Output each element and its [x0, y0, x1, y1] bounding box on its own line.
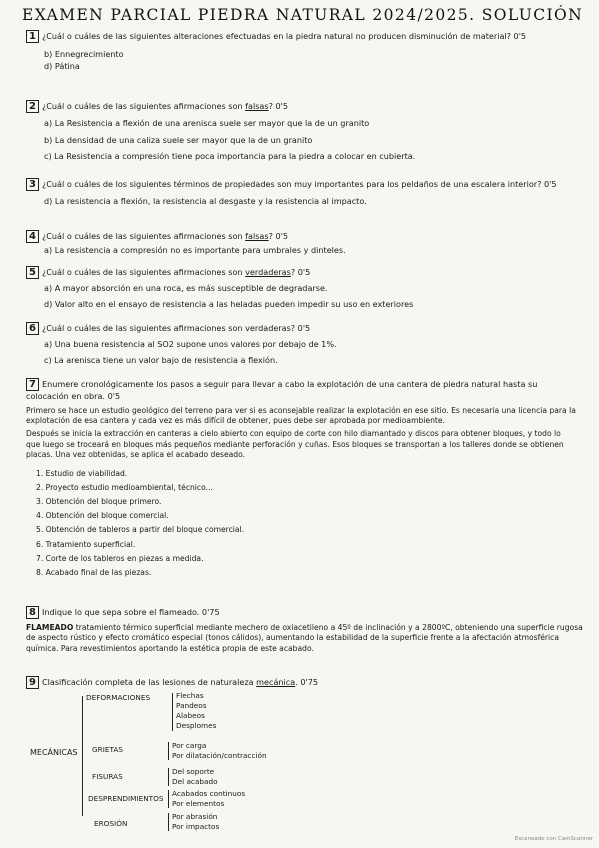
step-item: 8. Acabado final de las piezas. — [36, 568, 152, 578]
question-text: ¿Cuál o cuáles de los siguientes términos de propiedades son muy importantes para los peldaños de una escalera interior? 0'5 — [41, 179, 557, 189]
question-2 — [26, 100, 415, 163]
group-item: Por elementos — [172, 799, 225, 808]
group-label: DESPRENDIMIENTOS — [88, 794, 164, 803]
group-brace — [168, 813, 169, 831]
step-item: 3. Obtención del bloque primero. — [36, 497, 162, 507]
question-number: 1 — [26, 30, 39, 43]
question-text: ¿Cuál o cuáles de las siguientes afirmaciones son verdaderas? 0'5 — [41, 323, 311, 333]
question-keyword: falsas — [245, 231, 269, 241]
step-item: 7. Corte de los tableros en piezas a medida. — [36, 553, 204, 563]
group-item: Del acabado — [172, 777, 218, 786]
answer: b) La densidad de una caliza suele ser mayor que la de un granito — [44, 134, 313, 145]
question-text: ¿Cuál o cuáles de las siguientes afirmaciones son — [41, 231, 246, 241]
question-number: 4 — [26, 230, 39, 243]
step-item: 4. Obtención del bloque comercial. — [36, 511, 169, 521]
question-points: . 0'75 — [295, 677, 319, 687]
answer-paragraph: Después se inicia la extracción en canteras a cielo abierto con equipo de corte con hilo diamantado y discos para obtener bloques, y todo lo que luego se troceará en bloques más pequeños mediante perforación y cuñas. Esos bloques se transportan a los talleres donde se obtienen placas. Una vez obtenidas, se aplica el acabado deseado. — [26, 429, 564, 460]
group-item: Acabados continuos — [172, 789, 246, 798]
definition — [26, 623, 586, 654]
group-item: Por carga — [172, 741, 207, 750]
question-number: 9 — [26, 676, 39, 689]
classification-scheme — [30, 688, 330, 831]
group-item: Flechas — [176, 691, 204, 700]
group-brace — [168, 790, 169, 808]
question-text: Enumere cronológicamente los pasos a seguir para llevar a cabo la explotación de una cantera de piedra natural hasta su colocación en obra. 0'5 — [26, 379, 538, 401]
answer: d) La resistencia a flexión, la resistencia al desgaste y la resistencia al impacto. — [44, 196, 367, 206]
question-4 — [26, 230, 346, 257]
group-item: Por abrasión — [172, 812, 218, 821]
root-brace — [82, 696, 83, 816]
group-item: Por impactos — [172, 822, 220, 831]
step-item: 5. Obtención de tableros a partir del bloque comercial. — [36, 525, 245, 535]
question-keyword: mecánica — [256, 677, 296, 687]
group-item: Pandeos — [176, 701, 207, 710]
question-text: Indique lo que sepa sobre el flameado. 0'75 — [41, 607, 220, 617]
question-keyword: verdaderas — [245, 267, 291, 277]
group-item: Alabeos — [176, 711, 205, 720]
question-text: Clasificación completa de las lesiones de naturaleza — [41, 677, 257, 687]
question-points: ? 0'5 — [290, 267, 311, 277]
question-points: ? 0'5 — [268, 101, 288, 111]
answer: d) Valor alto en el ensayo de resistencia a las heladas pueden impedir su uso en exteriores — [44, 298, 414, 309]
group-label: FISURAS — [92, 772, 123, 781]
answer: d) Pátina — [44, 60, 80, 71]
question-8 — [26, 606, 586, 654]
question-keyword: falsas — [245, 101, 269, 111]
answer: c) La Resistencia a compresión tiene poca importancia para la piedra a colocar en cubierta. — [44, 151, 416, 162]
group-label: GRIETAS — [92, 745, 124, 754]
question-number: 5 — [26, 266, 39, 279]
exam-title: EXAMEN PARCIAL PIEDRA NATURAL 2024/2025. SOLUCIÓN — [22, 6, 584, 24]
answer: a) La Resistencia a flexión de una arenisca suele ser mayor que la de un granito — [44, 118, 370, 128]
question-1 — [26, 30, 581, 72]
group-item: Por dilatación/contracción — [172, 751, 267, 760]
steps-list — [26, 467, 576, 581]
group-brace — [168, 768, 169, 786]
group-item: Desplomes — [176, 721, 217, 730]
question-number: 6 — [26, 322, 39, 335]
step-item: 1. Estudio de viabilidad. — [36, 468, 128, 478]
answer-paragraph: Primero se hace un estudio geológico del terreno para ver si es aconsejable realizar la explotación en ese sitio. Es necesaria una licencia para la explotación de esa cantera y cada vez es más difícil de obtener, pues debe ser aprobada por medioambiente. — [26, 405, 576, 425]
question-number: 2 — [26, 100, 39, 113]
question-3 — [26, 178, 571, 208]
question-text: ¿Cuál o cuáles de las siguientes afirmaciones son — [41, 267, 246, 277]
step-item: 6. Tratamiento superficial. — [36, 539, 136, 549]
group-brace — [168, 742, 169, 760]
question-7 — [26, 378, 576, 580]
question-text: ¿Cuál o cuáles de las siguientes afirmaciones son — [41, 101, 246, 111]
question-number: 3 — [26, 178, 39, 191]
group-brace — [172, 693, 173, 731]
question-number: 7 — [26, 378, 39, 391]
group-label: DEFORMACIONES — [86, 693, 151, 702]
answer: a) A mayor absorción en una roca, es más susceptible de degradarse. — [44, 283, 328, 293]
group-item: Del soporte — [172, 767, 215, 776]
answer: b) Ennegrecimiento — [44, 49, 124, 59]
definition-term: FLAMEADO — [26, 623, 74, 632]
question-number: 8 — [26, 606, 39, 619]
question-points: ? 0'5 — [268, 231, 288, 241]
step-item: 2. Proyecto estudio medioambiental, técnico... — [36, 482, 213, 492]
answer: a) Una buena resistencia al SO2 supone unos valores por debajo de 1%. — [44, 339, 337, 349]
definition-text: tratamiento térmico superficial mediante mechero de oxiacetileno a 45º de inclinación y a 2800ºC, obteniendo una superficie rugosa de aspecto rústico y efecto cromático especial (tonos cálidos), aumentando la estabilidad de la superficie frente a la afectación atmosférica química. Para revestimientos aportando la estética propia de este acabado. — [26, 623, 583, 653]
answer: a) La resistencia a compresión no es importante para umbrales y dinteles. — [44, 245, 346, 255]
group-label: EROSIÓN — [94, 819, 128, 828]
question-5 — [26, 266, 413, 310]
scanner-watermark: Escaneado con CamScanner — [514, 836, 593, 842]
question-6 — [26, 322, 337, 366]
scheme-root: MECÁNICAS — [30, 748, 78, 757]
question-text: ¿Cuál o cuáles de las siguientes alteraciones efectuadas en la piedra natural no producen disminución de material? 0'5 — [41, 31, 527, 41]
answer: c) La arenisca tiene un valor bajo de resistencia a flexión. — [44, 354, 278, 365]
